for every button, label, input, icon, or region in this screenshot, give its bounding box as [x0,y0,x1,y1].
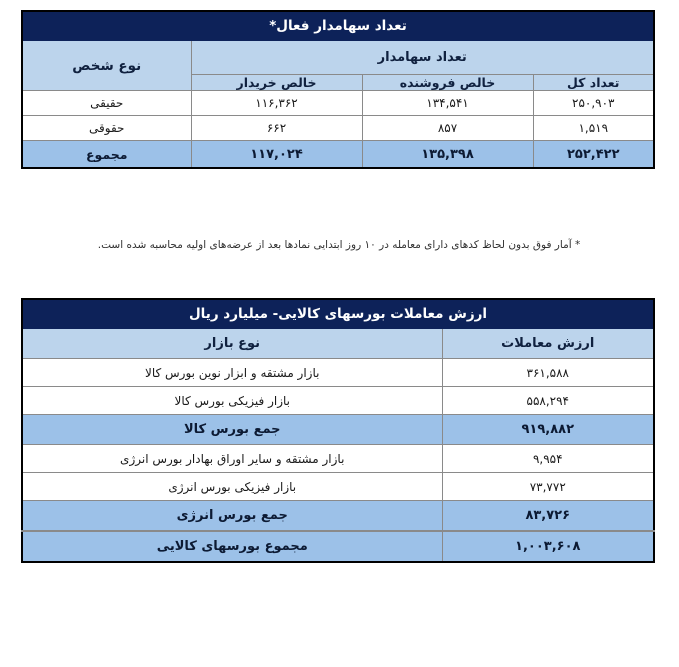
cell-net-seller: ۱۳۴,۵۴۱ [362,91,533,116]
cell-net-seller: ۱۳۵,۳۹۸ [362,141,533,169]
column-header-net-buyer: خالص خریدار [191,75,362,91]
table-row [22,359,654,387]
table-row [22,473,654,501]
cell-person-type: حقیقی [22,91,191,116]
cell-transaction-value: ۳۶۱,۵۸۸ [442,359,654,387]
cell-total-count: ۱,۵۱۹ [533,116,654,141]
cell-market-type: مجموع بورسهای کالایی [22,531,442,562]
cell-net-buyer: ۱۱۷,۰۲۴ [191,141,362,169]
commodity-column-header-row [22,329,654,359]
cell-net-buyer: ۱۱۶,۳۶۲ [191,91,362,116]
cell-transaction-value: ۸۳,۷۲۶ [442,501,654,532]
table-row-grand-total [22,531,654,562]
shareholders-table-banner-row [22,11,654,41]
active-shareholders-table [21,10,655,169]
cell-transaction-value: ۹۱۹,۸۸۲ [442,415,654,445]
cell-market-type: جمع بورس کالا [22,415,442,445]
commodity-table-banner-row [22,299,654,329]
table-row [22,445,654,473]
cell-market-type: بازار فیزیکی بورس کالا [22,387,442,415]
cell-net-seller: ۸۵۷ [362,116,533,141]
column-header-person-type: نوع شخص [22,41,191,91]
column-header-total-count: تعداد کل [533,75,654,91]
cell-total-count: ۲۵۰,۹۰۳ [533,91,654,116]
cell-market-type: بازار مشتقه و ابزار نوین بورس کالا [22,359,442,387]
table-row [22,387,654,415]
shareholders-group-header-row [22,41,654,75]
cell-total-count: ۲۵۲,۴۲۲ [533,141,654,169]
cell-transaction-value: ۷۳,۷۷۲ [442,473,654,501]
commodity-table-title: ارزش معاملات بورسهای کالایی- میلیارد ریال [22,299,654,329]
cell-market-type: بازار فیزیکی بورس انرژی [22,473,442,501]
table-row-total [22,141,654,169]
footnote-text: * آمار فوق بدون لحاظ کدهای دارای معامله در ۱۰ روز ابتدایی نمادها بعد از عرضه‌های اولیه محاسبه شده است. [97,239,581,251]
cell-transaction-value: ۱,۰۰۳,۶۰۸ [442,531,654,562]
table-row-subtotal [22,415,654,445]
cell-net-buyer: ۶۶۲ [191,116,362,141]
cell-person-type: مجموع [22,141,191,169]
column-header-market-type: نوع بازار [22,329,442,359]
cell-market-type: بازار مشتقه و سایر اوراق بهادار بورس انرژی [22,445,442,473]
column-header-transaction-value: ارزش معاملات [442,329,654,359]
table-row-subtotal [22,501,654,532]
column-header-net-seller: خالص فروشنده [362,75,533,91]
shareholders-table-title: تعداد سهامدار فعال* [22,11,654,41]
cell-transaction-value: ۵۵۸,۲۹۴ [442,387,654,415]
commodity-exchange-value-table [21,298,655,563]
cell-transaction-value: ۹,۹۵۴ [442,445,654,473]
cell-market-type: جمع بورس انرژی [22,501,442,532]
cell-person-type: حقوقی [22,116,191,141]
table-row [22,91,654,116]
shareholders-group-header: تعداد سهامدار [191,41,654,75]
table-row [22,116,654,141]
